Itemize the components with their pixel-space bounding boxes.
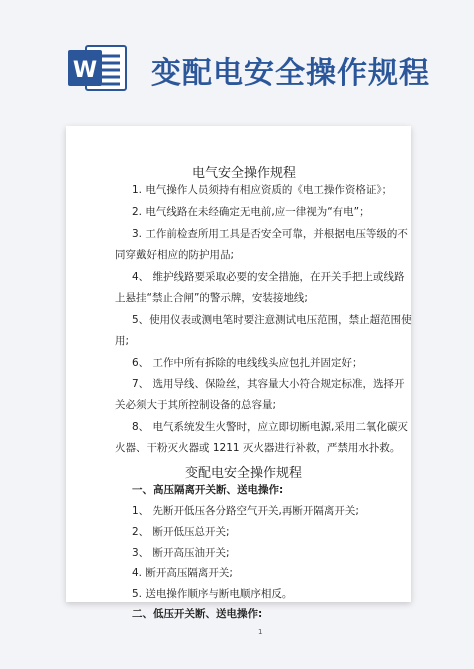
word-icon [66,40,130,96]
document-line: 4. 断开高压隔离开关; [132,567,233,579]
banner-title: 变配电安全操作规程 [151,56,430,91]
document-line: 1. 电气操作人员须持有相应资质的《电工操作资格证》； [132,184,393,196]
document-heading-electrical-safety: 电气安全操作规程 [192,166,297,181]
word-icon-letter: W [72,58,98,83]
document-line: 6、 工作中所有拆除的电线线头应包扎并固定好； [132,357,363,369]
document-line: 上悬挂“禁止合闸”的警示牌，安装接地线; [115,292,308,304]
document-line: 2、 断开低压总开关; [132,526,230,538]
document-line: 3、 断开高压油开关; [132,547,230,559]
document-line: 2. 电气线路在未经确定无电前,应一律视为“有电”； [132,206,370,218]
document-line: 5. 送电操作顺序与断电顺序相反。 [132,588,293,600]
document-heading-substation-safety: 变配电安全操作规程 [185,466,303,481]
document-line: 火器、干粉灭火器或 1211 灭火器进行补救，严禁用水扑救。 [115,442,401,454]
document-line: 1、 先断开低压各分路空气开关,再断开隔离开关; [132,505,359,517]
document-line: 7、 选用导线、保险丝，其容量大小符合规定标准，选择开 [132,378,405,390]
document-line: 8、 电气系统发生火警时，应立即切断电源,采用二氧化碳灭 [132,421,408,433]
page-number: 1 [258,628,263,636]
document-line: 3. 工作前检查所用工具是否安全可靠，并根据电压等级的不 [132,228,408,240]
section-title-high-voltage: 一、高压隔离开关断、送电操作: [132,484,284,496]
document-line: 关必须大于其所控制设备的总容量; [115,399,277,411]
document-line: 4、 维护线路要采取必要的安全措施，在开关手把上或线路 [132,271,405,283]
document-line: 用; [115,335,130,347]
document-line: 同穿戴好相应的防护用品; [115,249,235,261]
document-line: 5、使用仪表或测电笔时要注意测试电压范围，禁止超范围使 [132,314,412,326]
banner [0,0,474,120]
section-title-low-voltage: 二、低压开关断、送电操作: [132,608,263,620]
